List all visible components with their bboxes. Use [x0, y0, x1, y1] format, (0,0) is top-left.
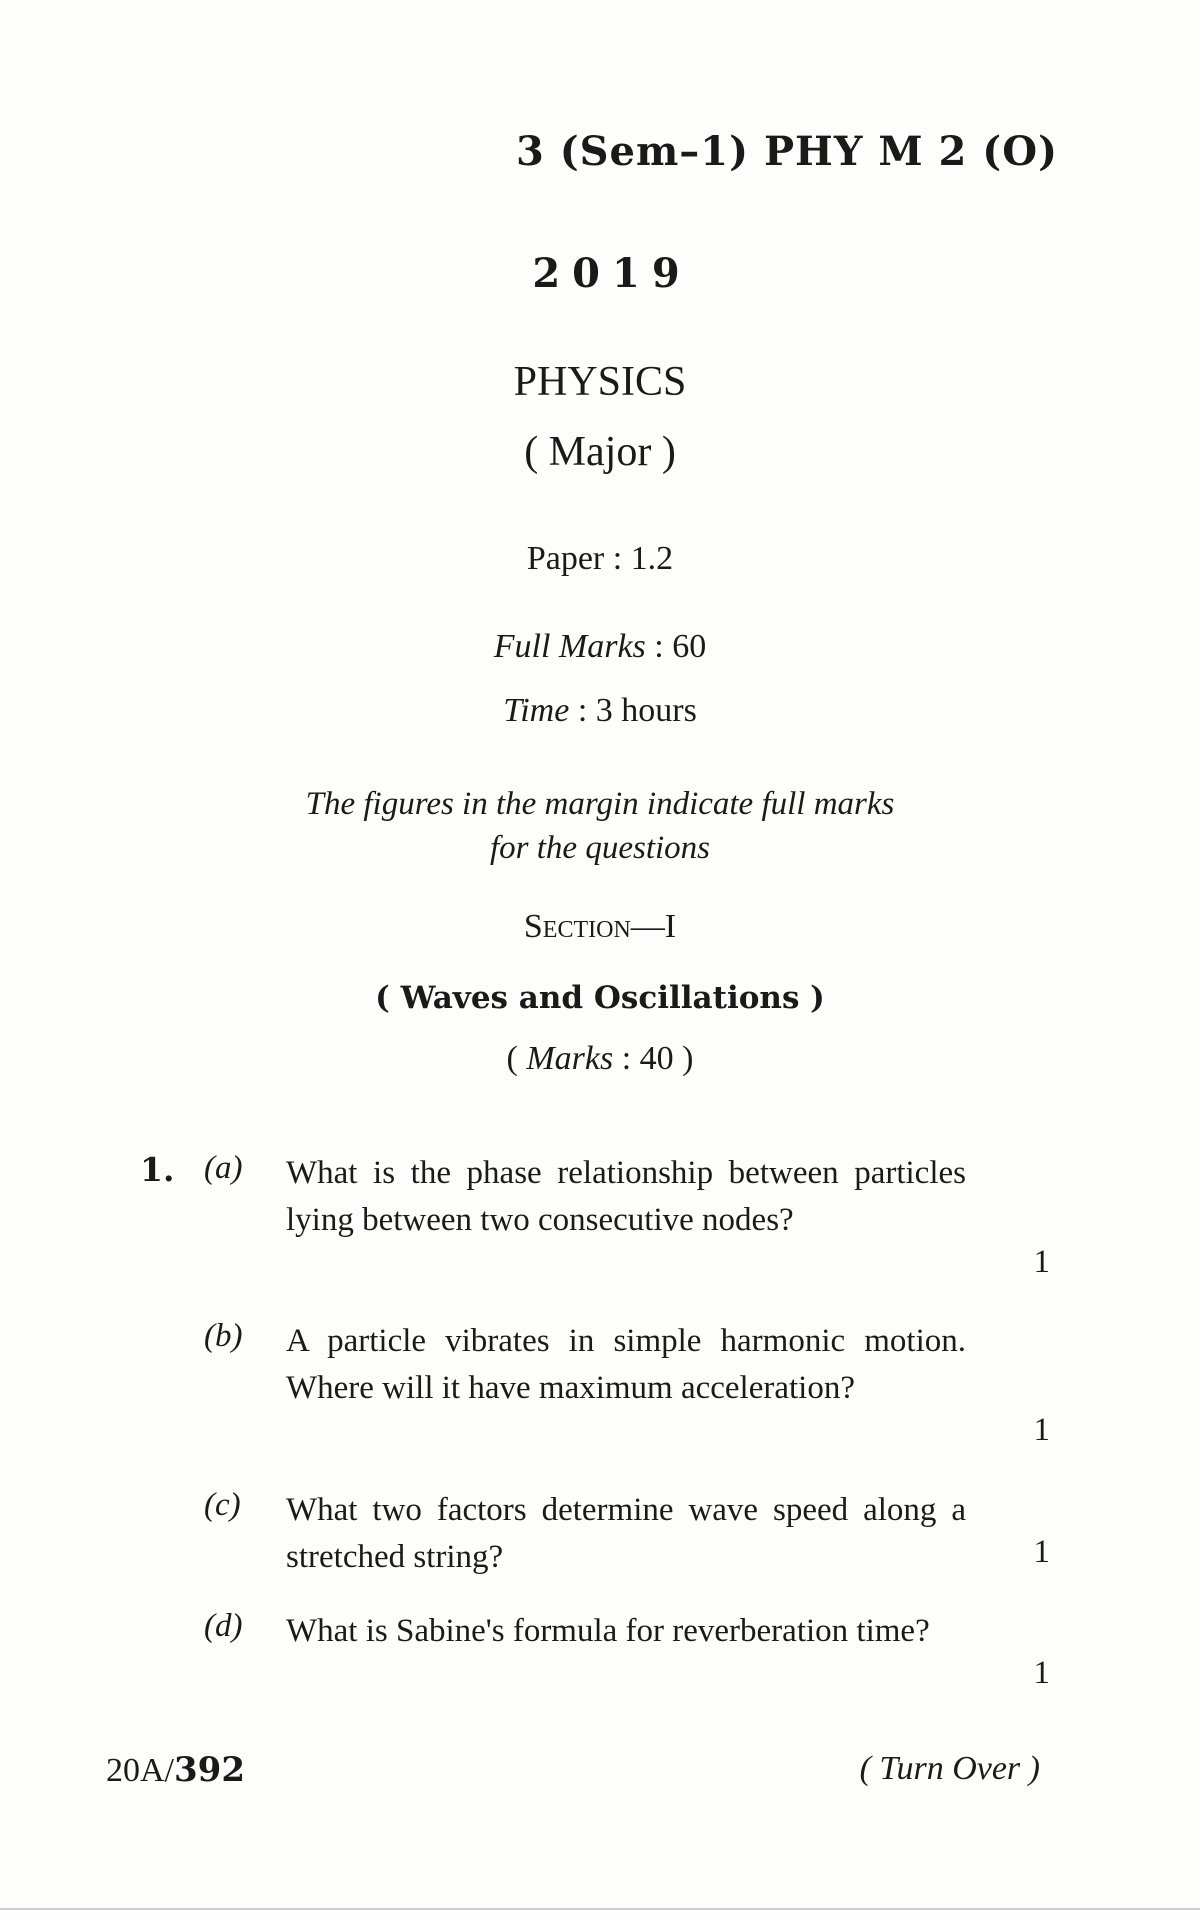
part-marks: 1 [1033, 1412, 1050, 1448]
section-marks-label: Marks [526, 1040, 614, 1077]
exam-time [0, 692, 1200, 730]
section-title: Section—I [523, 908, 677, 945]
paper-serial [106, 1750, 245, 1790]
time-label: Time [503, 692, 570, 729]
full-marks [0, 628, 1200, 666]
part-label: (d) [204, 1608, 243, 1644]
course-type: ( Major ) [524, 429, 676, 475]
turn-over-note: ( Turn Over ) [859, 1750, 1040, 1787]
paper-serial-number: 392 [174, 1750, 245, 1790]
paper-code: 3 (Sem–1) PHY M 2 (O) [515, 128, 1058, 175]
part-label: (a) [204, 1150, 243, 1186]
section-marks-value: : 40 ) [613, 1040, 694, 1077]
part-text: What two factors determine wave speed along a stretched string? [286, 1492, 966, 1575]
question-number: 1. [140, 1150, 175, 1189]
part-text: A particle vibrates in simple harmonic motion. Where will it have maximum acceleration? [286, 1323, 966, 1406]
full-marks-label: Full Marks [493, 628, 646, 665]
instruction-line-1: The figures in the margin indicate full marks [305, 786, 895, 822]
section-marks [0, 1040, 1200, 1078]
part-marks: 1 [1033, 1244, 1050, 1280]
page-bottom-divider [0, 1908, 1200, 1910]
full-marks-value: : 60 [645, 628, 707, 665]
part-text: What is Sabine's formula for reverberation time? [286, 1613, 930, 1649]
part-text: What is the phase relationship between particles lying between two consecutive nodes? [286, 1155, 966, 1238]
part-marks: 1 [1033, 1655, 1050, 1691]
section-marks-open: ( [506, 1040, 527, 1077]
paper-serial-prefix: 20A/ [106, 1752, 174, 1789]
part-label: (b) [204, 1318, 243, 1354]
exam-year: 2019 [532, 250, 692, 297]
part-label: (c) [204, 1487, 241, 1523]
part-marks: 1 [1033, 1534, 1050, 1570]
paper-number: Paper : 1.2 [526, 540, 674, 577]
time-value: : 3 hours [569, 692, 697, 729]
section-topic: ( Waves and Oscillations ) [375, 980, 825, 1016]
subject-title: PHYSICS [513, 359, 687, 405]
marks-instruction [0, 782, 1200, 870]
instruction-line-2: for the questions [490, 830, 710, 866]
